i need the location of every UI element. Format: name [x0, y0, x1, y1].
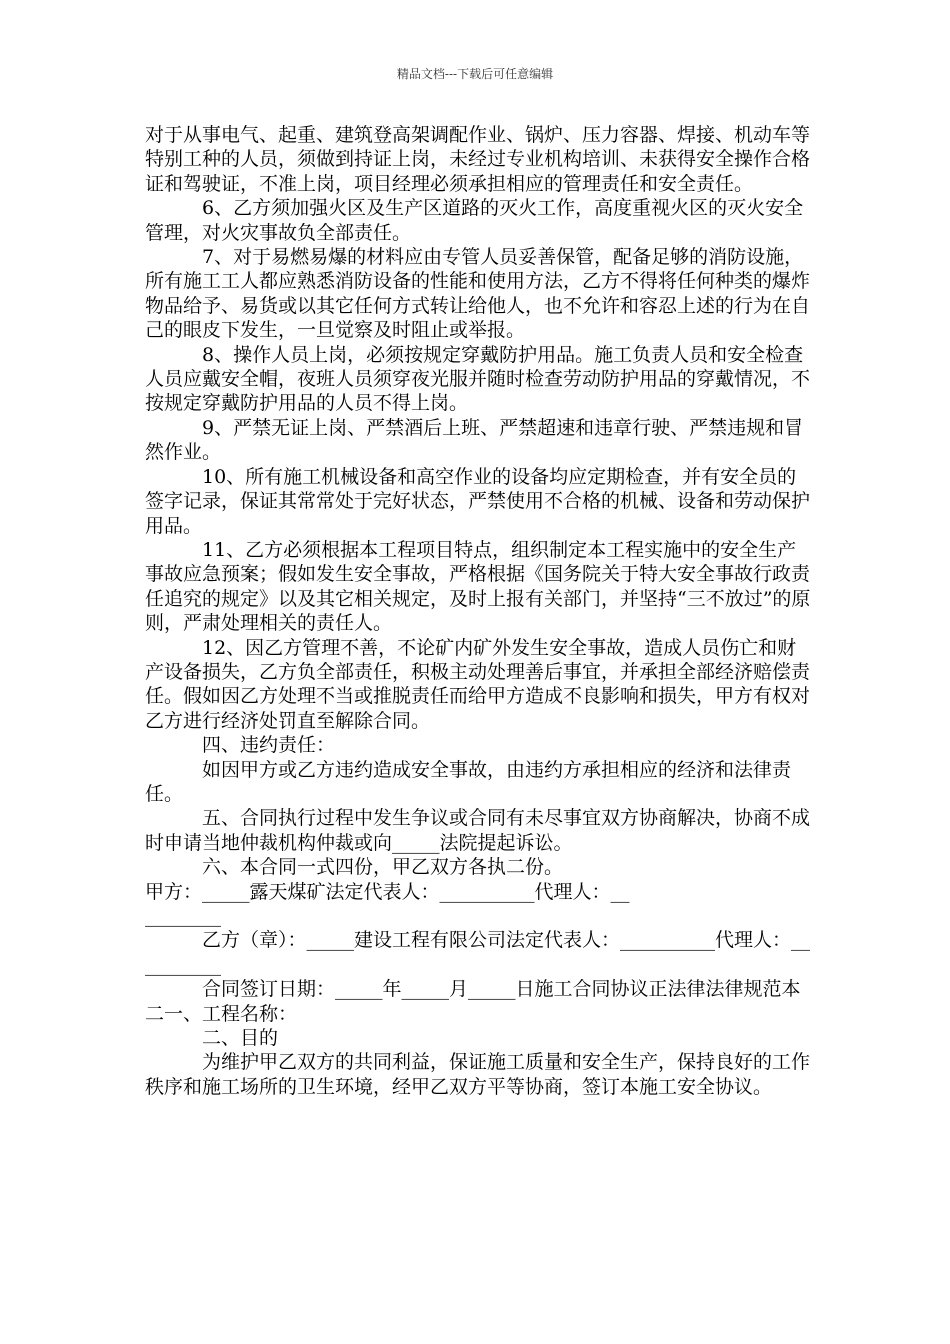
- paragraph-copies: 六、本合同一式四份，甲乙双方各执二份。: [202, 856, 564, 879]
- paragraph-item-8: 8、操作人员上岗，必须按规定穿戴防护用品。施工负责人员和安全检查人员应戴安全帽，夜班人员须穿夜光服并随时检查劳动防护用品的穿戴情况，不按规定穿戴防护用品的人员不得上岗。: [145, 343, 811, 415]
- paragraph-special-trades: 对于从事电气、起重、建筑登高架调配作业、锅炉、压力容器、焊接、机动车等特别工种的人员，须做到持证上岗，未经过专业机构培训、未获得安全操作合格证和驾驶证，不准上岗，项目经理必须承担相应的管理责任和安全责任。: [145, 124, 811, 195]
- section-heading-purpose: 二、目的: [202, 1027, 279, 1050]
- paragraph-item-9: 9、严禁无证上岗、严禁酒后上班、严禁超速和违章行驶、严禁违规和冒然作业。: [145, 416, 804, 464]
- signing-date-line: 合同签订日期：_____年_____月_____日施工合同协议正法律法律规范本二一、工程名称：: [145, 978, 801, 1025]
- paragraph-purpose: 为维护甲乙双方的共同利益，保证施工质量和安全生产，保持良好的工作秩序和施工场所的卫生环境，经甲乙双方平等协商，签订本施工安全协议。: [145, 1051, 811, 1098]
- paragraph-item-12: 12、因乙方管理不善，不论矿内矿外发生安全事故，造成人员伤亡和财产设备损失，乙方负全部责任，积极主动处理善后事宜，并承担全部经济赔偿责任。假如因乙方处理不当或推脱责任而给甲方造成不良影响和损失，甲方有权对乙方进行经济处罚直至解除合同。: [145, 636, 811, 732]
- paragraph-item-10: 10、所有施工机械设备和高空作业的设备均应定期检查，并有安全员的签字记录，保证其常常处于完好状态，严禁使用不合格的机械、设备和劳动保护用品。: [145, 465, 811, 537]
- signature-party-a: 甲方：_____露天煤矿法定代表人：__________代理人：__________: [145, 880, 630, 927]
- page-header: 精品文档---下载后可任意编辑: [396, 67, 554, 81]
- paragraph-dispute: 五、合同执行过程中发生争议或合同有未尽事宜双方协商解决，协商不成时申请当地仲裁机构仲裁或向_____法院提起诉讼。: [145, 807, 811, 854]
- document-body: [145, 123, 815, 1099]
- paragraph-breach-liability: 如因甲方或乙方违约造成安全事故，由违约方承担相应的经济和法律责任。: [145, 758, 792, 805]
- signature-party-b: 乙方（章）：_____建设工程有限公司法定代表人：__________代理人：__________: [145, 929, 811, 976]
- paragraph-item-7: 7、对于易燃易爆的材料应由专管人员妥善保管，配备足够的消防设施，所有施工工人都应熟悉消防设备的性能和使用方法，乙方不得将任何种类的爆炸物品给予、易货或以其它任何方式转让给他人，也不允许和容忍上述的行为在自己的眼皮下发生，一旦觉察及时阻止或举报。: [145, 246, 811, 342]
- section-heading-breach: 四、违约责任：: [202, 734, 336, 757]
- paragraph-item-11: 11、乙方必须根据本工程项目特点，组织制定本工程实施中的安全生产事故应急预案；假如发生安全事故，严格根据《国务院关于特大安全事故行政责任追究的规定》以及其它相关规定，及时上报有关部门，并坚持“三不放过”的原则，严肃处理相关的责任人。: [145, 538, 811, 635]
- paragraph-item-6: 6、乙方须加强火区及生产区道路的灭火工作，高度重视火区的灭火安全管理，对火灾事故负全部责任。: [145, 197, 804, 244]
